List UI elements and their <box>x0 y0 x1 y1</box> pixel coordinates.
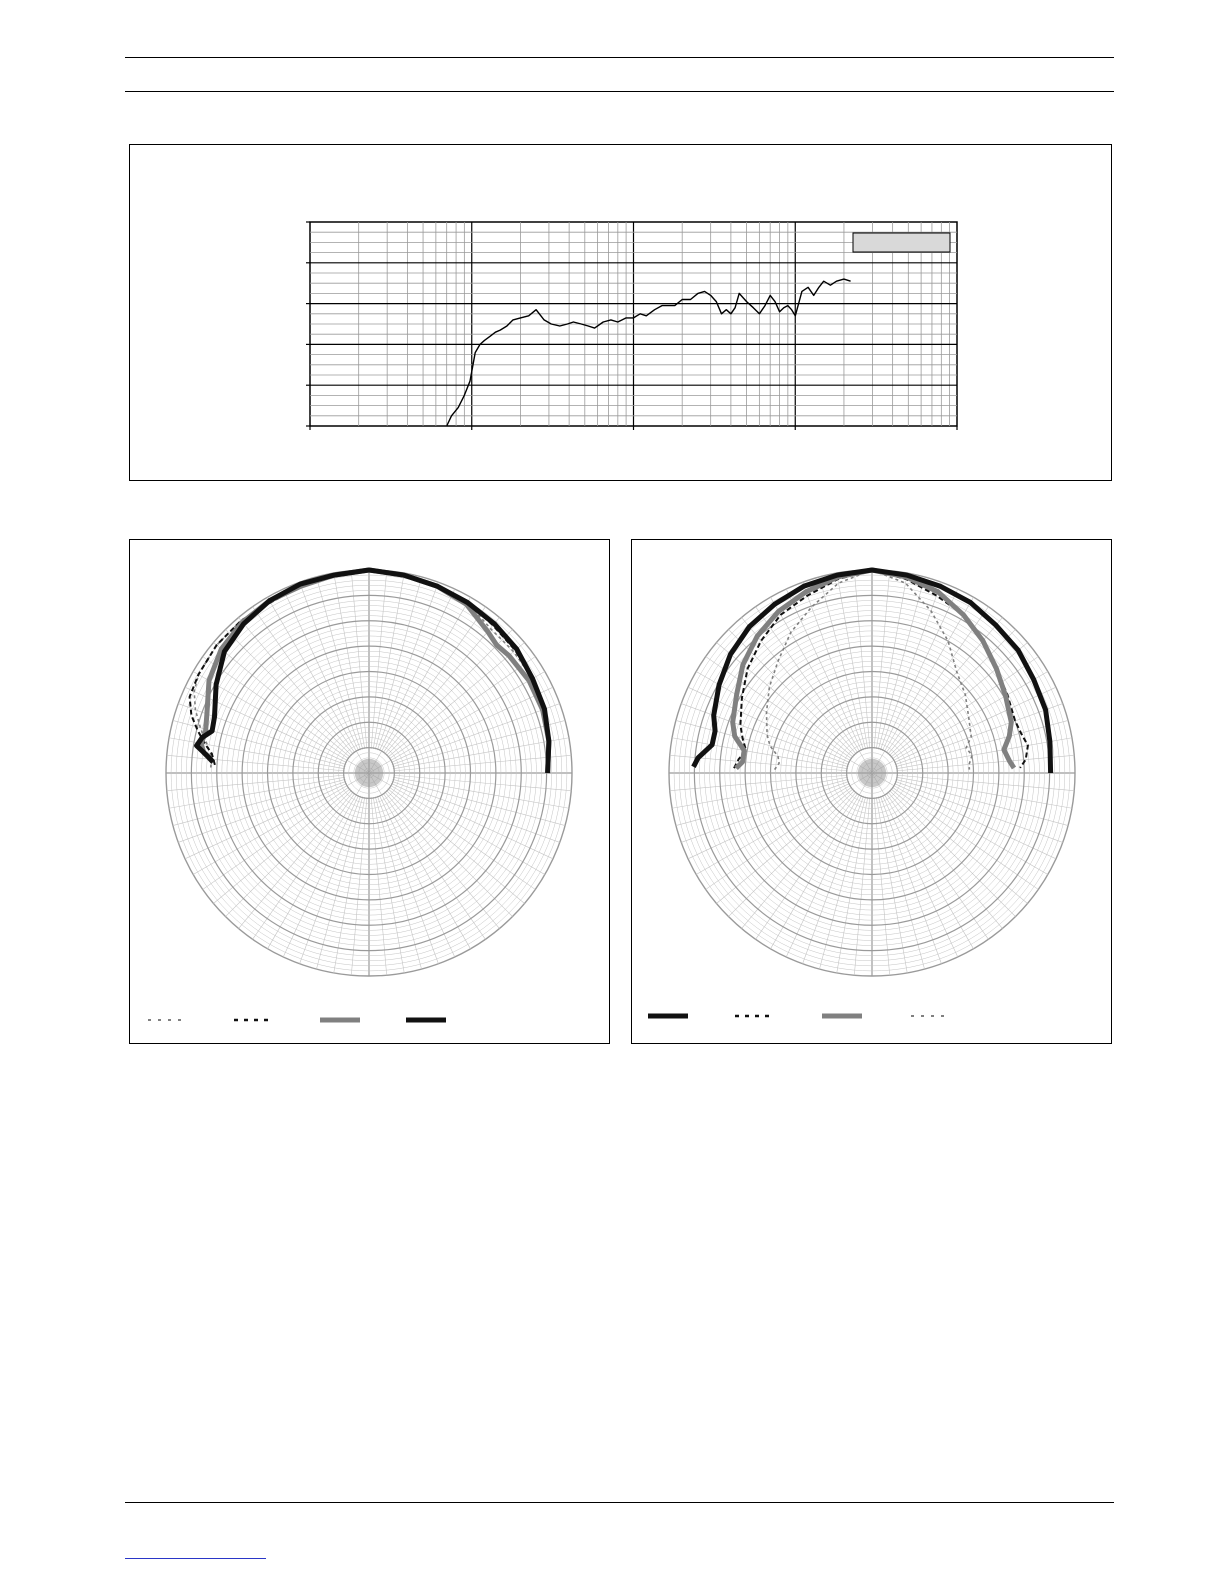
legend-box <box>853 233 950 252</box>
footer-link-underline[interactable] <box>125 1558 266 1559</box>
vertical-polar-chart <box>648 570 1075 1016</box>
frequency-response-chart <box>306 222 957 430</box>
horizontal-polar-chart <box>148 570 572 1020</box>
polar-center-dot <box>858 759 886 787</box>
polar-center-dot <box>355 759 383 787</box>
footer-rule <box>125 1502 1114 1503</box>
